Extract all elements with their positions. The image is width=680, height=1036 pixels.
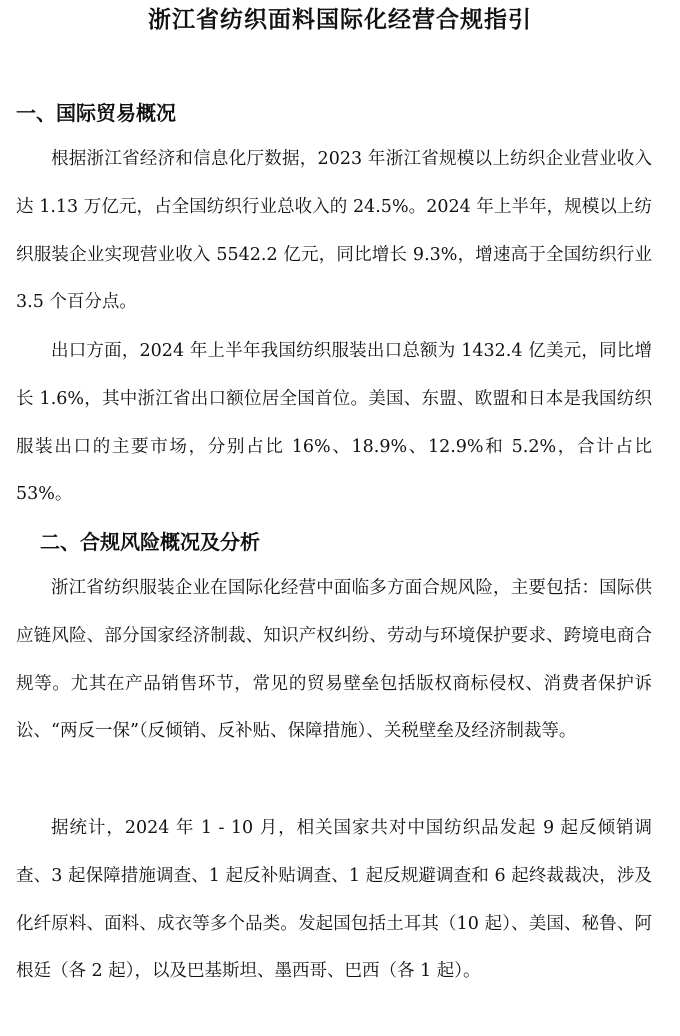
document-title: 浙江省纺织面料国际化经营合规指引 [148,7,532,33]
paragraph-exports: 出口方面，2024 年上半年我国纺织服装出口总额为 1432.4 亿美元，同比增长 1.6%，其中浙江省出口额位居全国首位。美国、东盟、欧盟和日本是我国纺织服装出口的主要市场，分别占比 16%、18.9%、12.9%和 5.2%，合计占比 53%。 [16,341,652,505]
section-heading-trade-overview: 一、国际贸易概况 [16,101,176,125]
paragraph-risk-overview: 浙江省纺织服装企业在国际化经营中面临多方面合规风险，主要包括：国际供应链风险、部分国家经济制裁、知识产权纠纷、劳动与环境保护要求、跨境电商合规等。尤其在产品销售环节，常见的贸易壁垒包括版权商标侵权、消费者保护诉讼、“两反一保”（反倾销、反补贴、保障措施）、关税壁垒及经济制裁等。 [16,578,652,742]
paragraph-statistics: 据统计，2024 年 1 - 10 月，相关国家共对中国纺织品发起 9 起反倾销调查、3 起保障措施调查、1 起反补贴调查、1 起反规避调查和 6 起终裁裁决，涉及化纤原料、面料、成衣等多个品类。发起国包括土耳其（10 起）、美国、秘鲁、阿根廷（各 2 起），以及巴基斯坦、墨西哥、巴西（各 1 起）。 [16,818,652,982]
section-heading-compliance-risk: 二、合规风险概况及分析 [40,530,260,554]
paragraph-revenue: 根据浙江省经济和信息化厅数据，2023 年浙江省规模以上纺织企业营业收入达 1.13 万亿元，占全国纺织行业总收入的 24.5%。2024 年上半年，规模以上纺织服装企业实现营业收入 5542.2 亿元，同比增长 9.3%，增速高于全国纺织行业 3.5 个百分点。 [16,149,652,313]
